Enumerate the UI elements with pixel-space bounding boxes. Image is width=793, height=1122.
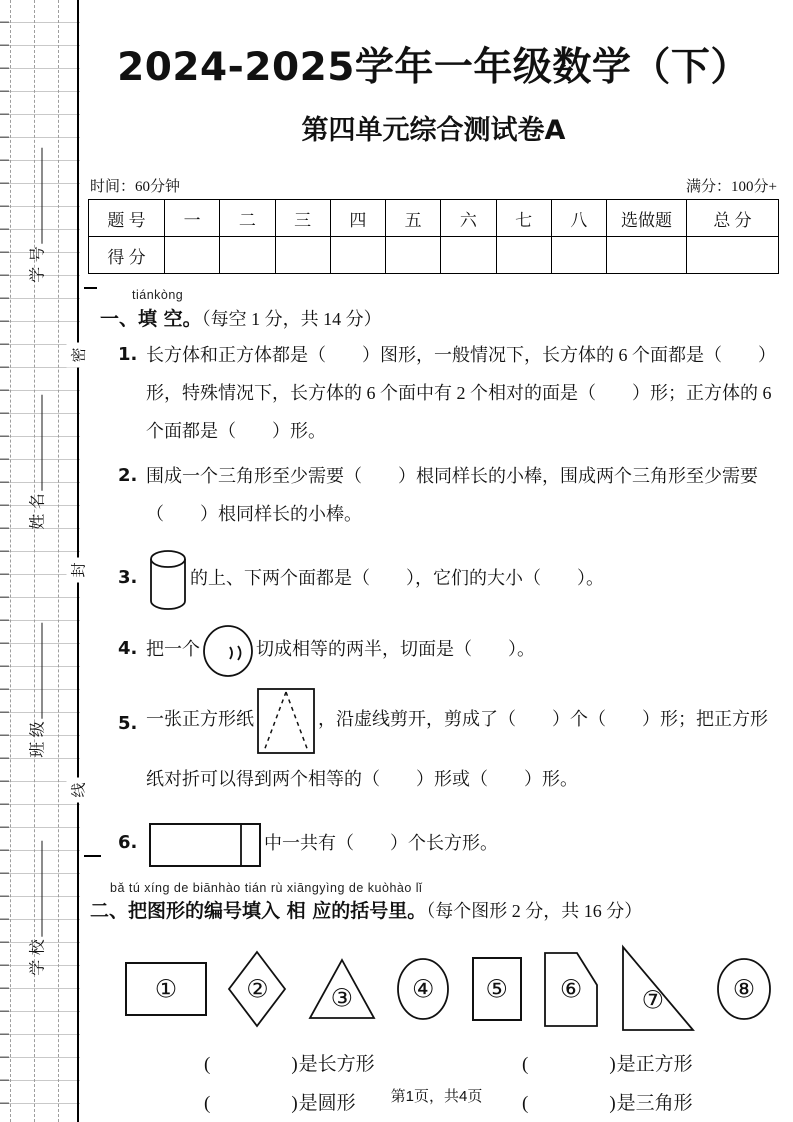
question-4-text bbox=[146, 621, 779, 677]
section1-pinyin: tiánkòng bbox=[132, 288, 184, 302]
answer-label: 是三角形 bbox=[616, 1093, 693, 1114]
school-blank-line bbox=[28, 840, 42, 936]
section1-title: 一、填 空。 bbox=[100, 308, 202, 330]
shape-number: ⑦ bbox=[641, 985, 665, 1015]
score-cell bbox=[441, 237, 496, 274]
school-label: 学 校 bbox=[29, 939, 47, 976]
answer-blank: ( ) bbox=[204, 1093, 299, 1114]
score-cell bbox=[165, 237, 220, 274]
page-number-footer: 第1页，共4页 bbox=[390, 1088, 483, 1105]
score-table-score-row bbox=[89, 237, 779, 274]
score-table-header-cell: 选做题 bbox=[607, 200, 687, 237]
question-3-text bbox=[146, 545, 779, 611]
rectangle-shape-icon bbox=[124, 959, 208, 1019]
score-cell bbox=[496, 237, 551, 274]
shape-number: ② bbox=[246, 974, 269, 1004]
margin-grid-line bbox=[10, 0, 11, 1122]
section2-heading bbox=[90, 896, 779, 923]
score-table-header-row bbox=[89, 200, 779, 237]
question-1-number: 1. bbox=[118, 344, 138, 365]
margin-edge-ticks bbox=[0, 0, 9, 1122]
time-limit-label: 时间：60分钟 bbox=[90, 179, 181, 195]
question-2-text: 围成一个三角形至少需要（ ）根同样长的小棒，围成两个三角形至少需要（ ）根同样长的小棒。 bbox=[146, 466, 758, 524]
score-table-header-cell: 七 bbox=[496, 200, 551, 237]
score-cell bbox=[330, 237, 385, 274]
school-field bbox=[25, 840, 48, 975]
answer-rectangle bbox=[204, 1049, 522, 1076]
student-name-blank-line bbox=[28, 394, 42, 490]
full-score-label: 满分：100分+ bbox=[686, 179, 777, 195]
divided-rectangle-icon bbox=[148, 822, 262, 868]
class-label: 班 级 bbox=[29, 721, 47, 758]
question-6 bbox=[118, 815, 779, 871]
answer-blank: ( ) bbox=[522, 1093, 617, 1114]
shape-number: ⑧ bbox=[732, 974, 756, 1004]
score-table bbox=[88, 199, 779, 274]
answer-blank: ( ) bbox=[204, 1054, 299, 1075]
square-shape-icon bbox=[470, 955, 524, 1023]
answer-blank: ( ) bbox=[522, 1054, 617, 1075]
section1-points-note: （每空 1 分，共 14 分） bbox=[201, 309, 382, 329]
section2-points-note: （每个图形 2 分，共 16 分） bbox=[426, 901, 643, 921]
question-2 bbox=[118, 457, 779, 533]
question-5 bbox=[118, 687, 779, 803]
shape-number: ⑤ bbox=[485, 974, 508, 1004]
shape-number: ⑥ bbox=[559, 974, 583, 1004]
score-table-header-cell: 总 分 bbox=[687, 200, 779, 237]
score-cell bbox=[607, 237, 687, 274]
question-6-text-after: 中一共有（ ）个长方形。 bbox=[264, 833, 498, 853]
margin-grid-line bbox=[58, 0, 59, 1122]
seal-char-xian: 线 bbox=[67, 777, 90, 802]
score-table-header-cell: 五 bbox=[386, 200, 441, 237]
exam-subtitle: 第四单元综合测试卷A bbox=[301, 115, 566, 146]
question-5-text bbox=[146, 687, 779, 803]
circle-shape-icon bbox=[715, 956, 773, 1022]
answer-label: 是正方形 bbox=[616, 1054, 693, 1075]
score-cell bbox=[687, 237, 779, 274]
question-6-number: 6. bbox=[118, 832, 138, 853]
score-table-header-cell: 一 bbox=[165, 200, 220, 237]
score-table-header-cell: 八 bbox=[551, 200, 606, 237]
score-table-header-cell: 二 bbox=[220, 200, 275, 237]
score-table-header-cell: 三 bbox=[275, 200, 330, 237]
section2-title: 二、把图形的编号填入 相 应的括号里。 bbox=[90, 900, 427, 922]
question-3 bbox=[118, 545, 779, 611]
pentagon-shape-icon bbox=[542, 949, 600, 1029]
question-3-text-after: 的上、下两个面都是（ ），它们的大小（ ）。 bbox=[190, 568, 604, 588]
exam-title: 2024-2025学年一年级数学（下） bbox=[117, 45, 750, 90]
seal-char-feng: 封 bbox=[67, 557, 90, 582]
question-1 bbox=[118, 336, 779, 450]
score-cell bbox=[220, 237, 275, 274]
section2-pinyin: bǎ tú xíng de biānhào tián rù xiāngyìng de kuòhào lǐ bbox=[110, 881, 423, 895]
shape-row bbox=[124, 943, 773, 1035]
answer-label: 是长方形 bbox=[298, 1054, 375, 1075]
shape-number: ④ bbox=[412, 974, 435, 1004]
question-4 bbox=[118, 621, 779, 677]
answer-square bbox=[522, 1049, 779, 1076]
score-cell bbox=[551, 237, 606, 274]
seal-char-mi: 密 bbox=[67, 342, 90, 367]
exam-info-row bbox=[88, 175, 779, 196]
question-4-text-before: 把一个 bbox=[146, 639, 200, 659]
score-table-header-cell: 题 号 bbox=[89, 200, 165, 237]
student-id-field bbox=[25, 147, 48, 282]
right-triangle-shape-icon bbox=[619, 944, 697, 1034]
class-blank-line bbox=[28, 622, 42, 718]
student-id-label: 学 号 bbox=[29, 246, 47, 283]
student-id-blank-line bbox=[28, 147, 42, 243]
question-6-text bbox=[146, 815, 779, 871]
question-5-number: 5. bbox=[118, 713, 138, 734]
question-5-text-before: 一张正方形纸 bbox=[146, 709, 254, 730]
question-4-number: 4. bbox=[118, 638, 138, 659]
score-table-header-cell: 四 bbox=[330, 200, 385, 237]
diamond-shape-icon bbox=[226, 949, 288, 1029]
question-2-number: 2. bbox=[118, 465, 138, 486]
score-cell bbox=[275, 237, 330, 274]
shape-number: ① bbox=[154, 974, 178, 1004]
question-3-number: 3. bbox=[118, 567, 138, 588]
triangle-shape-icon bbox=[307, 956, 377, 1022]
exam-content bbox=[80, 0, 793, 1122]
class-field bbox=[25, 622, 48, 757]
shape-number: ③ bbox=[330, 983, 354, 1013]
score-row-label: 得 分 bbox=[89, 237, 165, 274]
section1-heading bbox=[100, 304, 779, 331]
sphere-icon bbox=[202, 625, 254, 677]
score-table-header-cell: 六 bbox=[441, 200, 496, 237]
question-4-text-after: 切成相等的两半，切面是（ ）。 bbox=[256, 639, 535, 659]
student-name-label: 姓 名 bbox=[29, 493, 47, 530]
question-1-text: 长方体和正方体都是（ ）图形，一般情况下，长方体的 6 个面都是（ ）形，特殊情况下，长方体的 6 个面中有 2 个相对的面是（ ）形；正方体的 6 个面都是（ ）形。 bbox=[146, 345, 776, 441]
cylinder-icon bbox=[148, 549, 188, 611]
folded-square-icon bbox=[256, 687, 316, 755]
seal-margin bbox=[0, 0, 88, 1122]
score-cell bbox=[386, 237, 441, 274]
answer-label: 是圆形 bbox=[298, 1093, 356, 1114]
circle-shape-icon bbox=[395, 956, 451, 1022]
student-name-field bbox=[25, 394, 48, 529]
question-5-text-after: ，沿虚线剪开，剪成了（ ）个（ ）形；把正方形纸对折可以得到两个相等的（ ）形或（ ）形。 bbox=[146, 709, 768, 789]
